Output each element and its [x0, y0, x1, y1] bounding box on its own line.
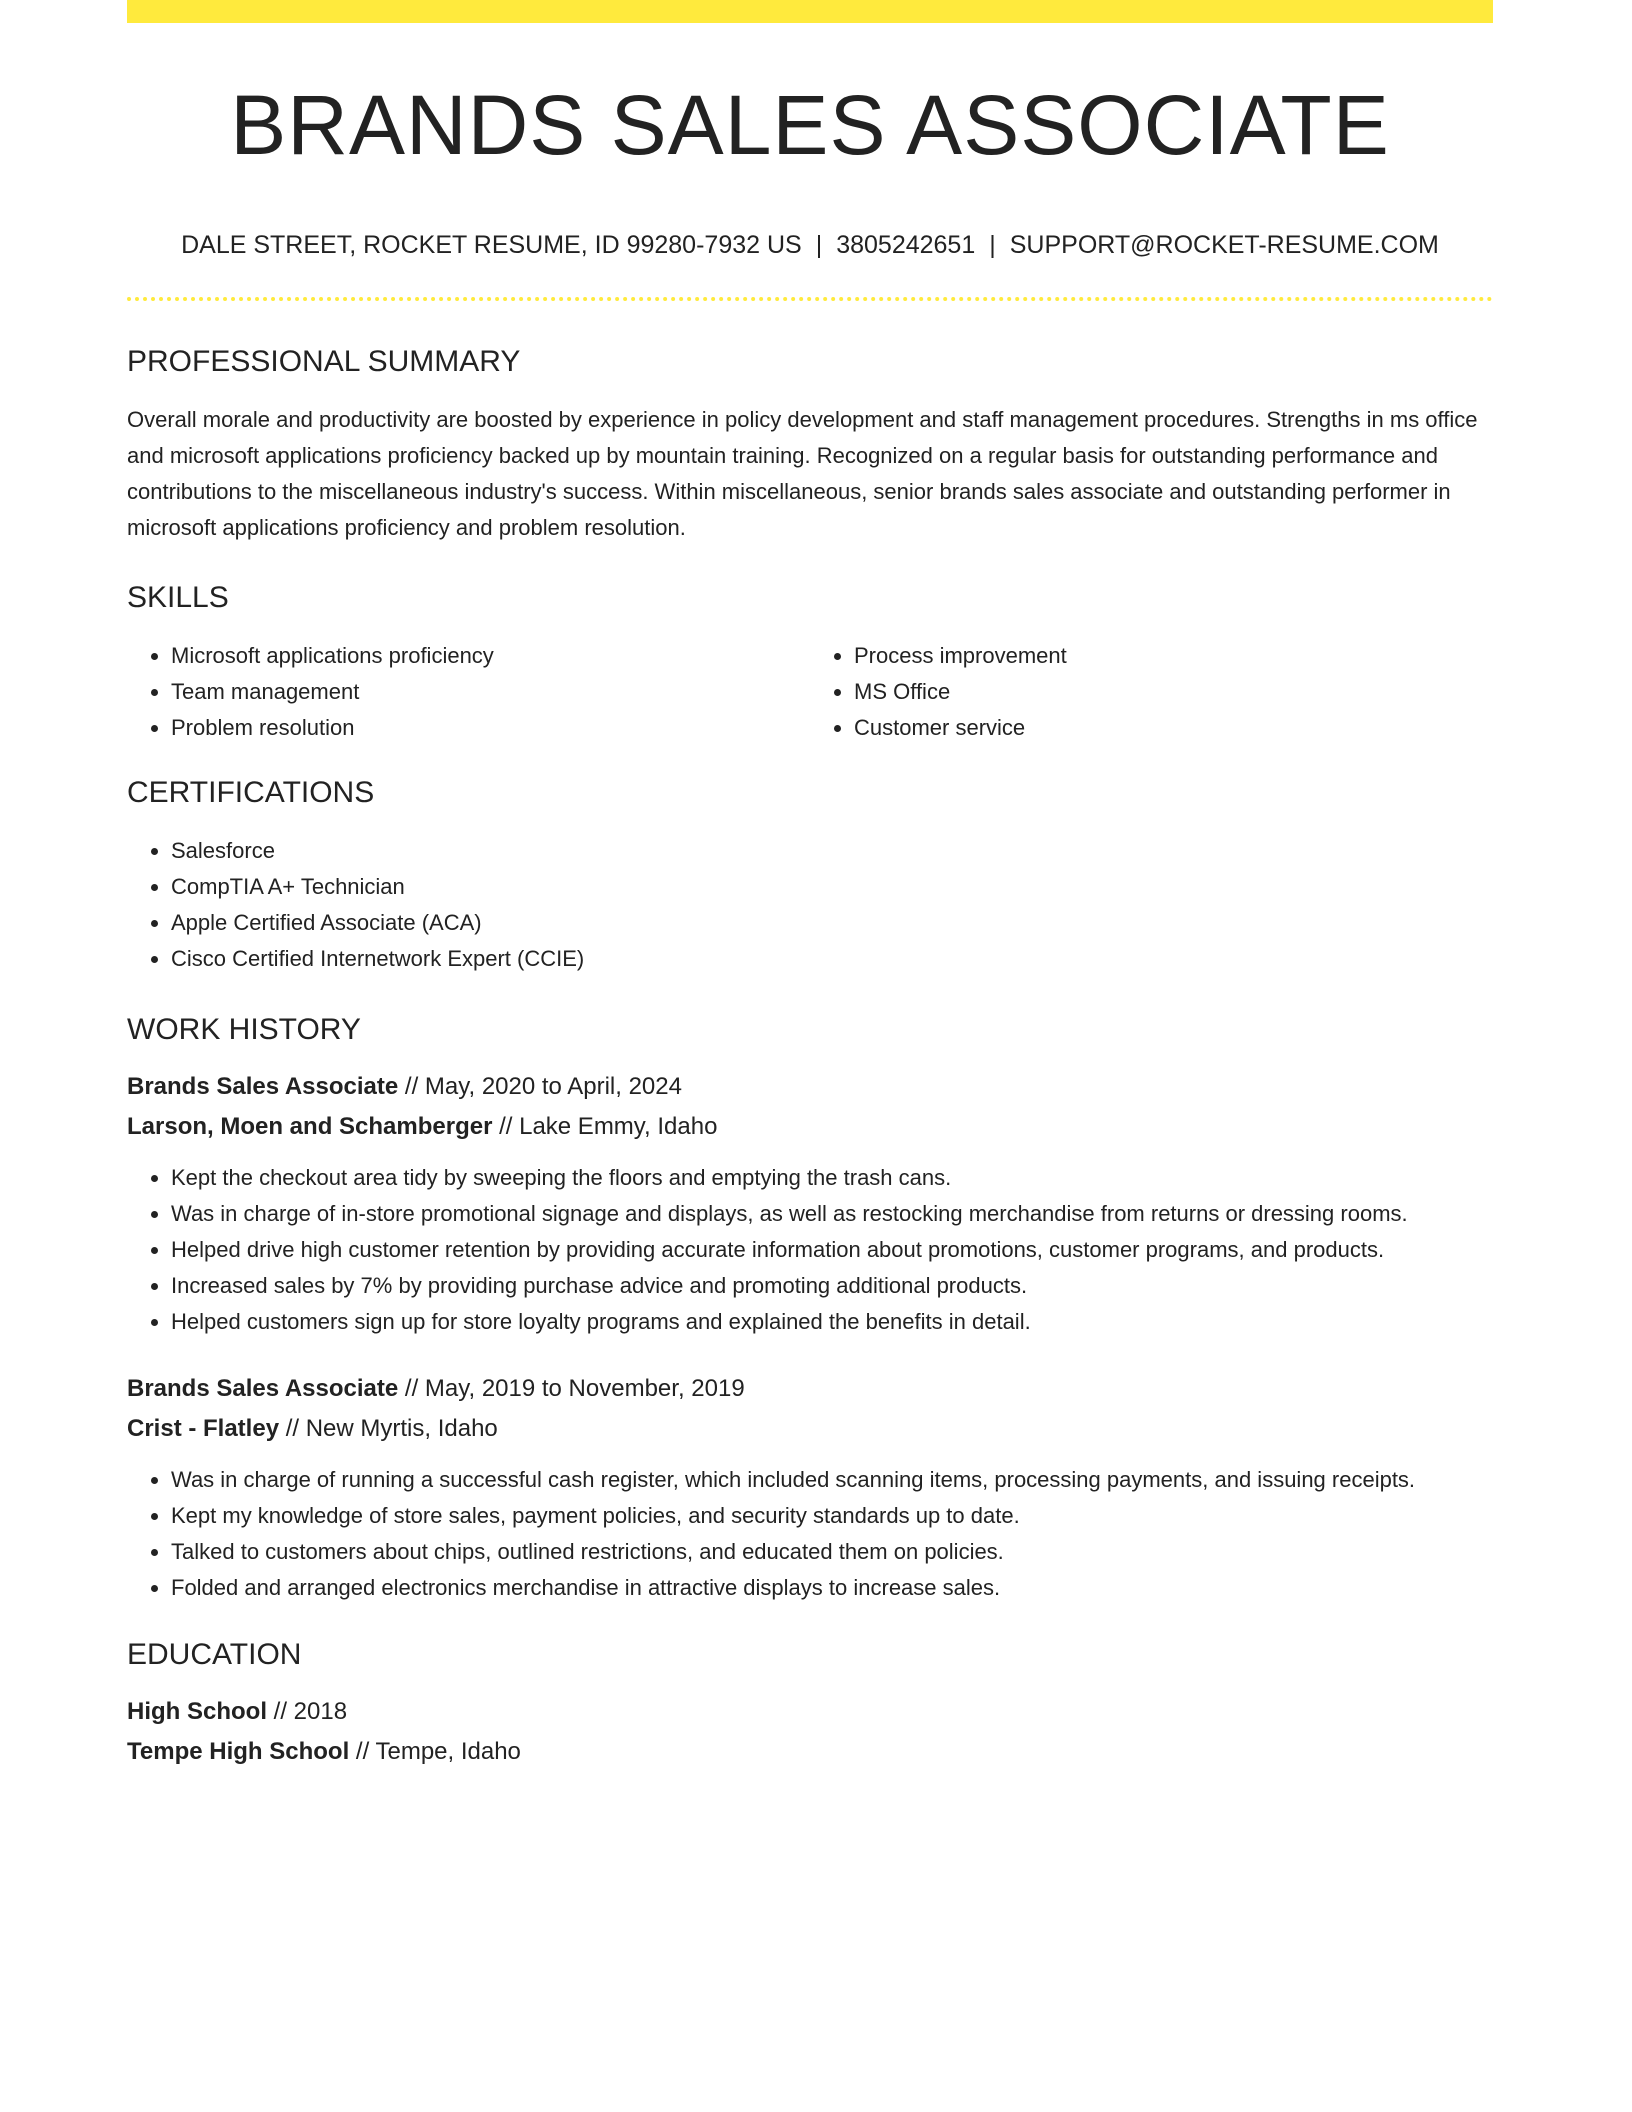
resume-title: BRANDS SALES ASSOCIATE	[230, 78, 1390, 172]
education-degree: High School	[127, 1698, 267, 1725]
job-bullet: • Folded and arranged electronics merchandise in attractive displays to increase sales.	[171, 1570, 1493, 1606]
education-heading: EDUCATION	[127, 1638, 302, 1671]
contact-email: SUPPORT@ROCKET-RESUME.COM	[1009, 231, 1439, 259]
skill-item: • Process improvement	[854, 638, 1493, 674]
certification-item: • Apple Certified Associate (ACA)	[171, 905, 1493, 941]
job-dates: // May, 2019 to November, 2019	[398, 1375, 745, 1402]
job-bullet: • Kept my knowledge of store sales, payment policies, and security standards up to date.	[171, 1498, 1493, 1534]
job-location: // Lake Emmy, Idaho	[492, 1113, 718, 1140]
job-bullets	[127, 1160, 1493, 1340]
job-bullet: • Was in charge of running a successful cash register, which included scanning items, processing payments, and issuing receipts.	[171, 1462, 1493, 1498]
skills-grid	[127, 638, 1493, 746]
job-title: Brands Sales Associate	[127, 1375, 399, 1402]
job-title-line	[127, 1369, 1493, 1409]
skill-item: • Team management	[171, 674, 810, 710]
skill-item: • MS Office	[854, 674, 1493, 710]
job-company: Crist - Flatley	[127, 1415, 280, 1442]
education-school-line	[127, 1732, 1493, 1772]
skills-column-right	[810, 638, 1493, 746]
dotted-divider	[127, 297, 1493, 301]
contact-address: DALE STREET, ROCKET RESUME, ID 99280-7932 US	[181, 231, 802, 259]
education-degree-line	[127, 1692, 1493, 1732]
job-bullets	[127, 1462, 1493, 1606]
contact-line	[127, 233, 1493, 258]
contact-phone: 3805242651	[836, 231, 976, 259]
skill-item: • Microsoft applications proficiency	[171, 638, 810, 674]
job-dates: // May, 2020 to April, 2024	[398, 1073, 682, 1100]
job-title-line	[127, 1067, 1493, 1107]
accent-top-bar	[127, 0, 1493, 23]
skill-item: • Problem resolution	[171, 710, 810, 746]
certifications-heading: CERTIFICATIONS	[127, 776, 375, 809]
certifications-list	[127, 833, 1493, 977]
education-location: // Tempe, Idaho	[349, 1738, 521, 1765]
certification-item: • Cisco Certified Internetwork Expert (CCIE)	[171, 941, 1493, 977]
skill-item: • Customer service	[854, 710, 1493, 746]
skills-heading: SKILLS	[127, 581, 229, 614]
education-school: Tempe High School	[127, 1738, 350, 1765]
job-bullet: • Was in charge of in-store promotional signage and displays, as well as restocking merchandise from returns or dressing rooms.	[171, 1196, 1493, 1232]
job-company-line	[127, 1107, 1493, 1147]
job-bullet: • Increased sales by 7% by providing purchase advice and promoting additional products.	[171, 1268, 1493, 1304]
certification-item: • Salesforce	[171, 833, 1493, 869]
contact-separator: |	[815, 231, 823, 259]
job-company-line	[127, 1409, 1493, 1449]
resume-content	[127, 23, 1493, 1772]
skills-column-left	[127, 638, 810, 746]
work-history-heading: WORK HISTORY	[127, 1013, 361, 1046]
job-title: Brands Sales Associate	[127, 1073, 399, 1100]
job-bullet: • Talked to customers about chips, outlined restrictions, and educated them on policies.	[171, 1534, 1493, 1570]
job-company: Larson, Moen and Schamberger	[127, 1113, 493, 1140]
job-location: // New Myrtis, Idaho	[279, 1415, 498, 1442]
education-year: // 2018	[267, 1698, 348, 1725]
job-bullet: • Helped customers sign up for store loyalty programs and explained the benefits in detail.	[171, 1304, 1493, 1340]
job-bullet: • Helped drive high customer retention by providing accurate information about promotions, customer programs, and products.	[171, 1232, 1493, 1268]
summary-heading: PROFESSIONAL SUMMARY	[127, 345, 521, 378]
summary-text: Overall morale and productivity are boosted by experience in policy development and staff management procedures. Strengths in ms office and microsoft applications proficiency backed up by mountain training. Recognized on a regular basis for outstanding performance and contributions to the miscellaneous industry's success. Within miscellaneous, senior brands sales associate and outstanding performer in microsoft applications proficiency and problem resolution.	[127, 407, 1478, 540]
certification-item: • CompTIA A+ Technician	[171, 869, 1493, 905]
contact-separator: |	[989, 231, 996, 259]
job-bullet: • Kept the checkout area tidy by sweeping the floors and emptying the trash cans.	[171, 1160, 1493, 1196]
